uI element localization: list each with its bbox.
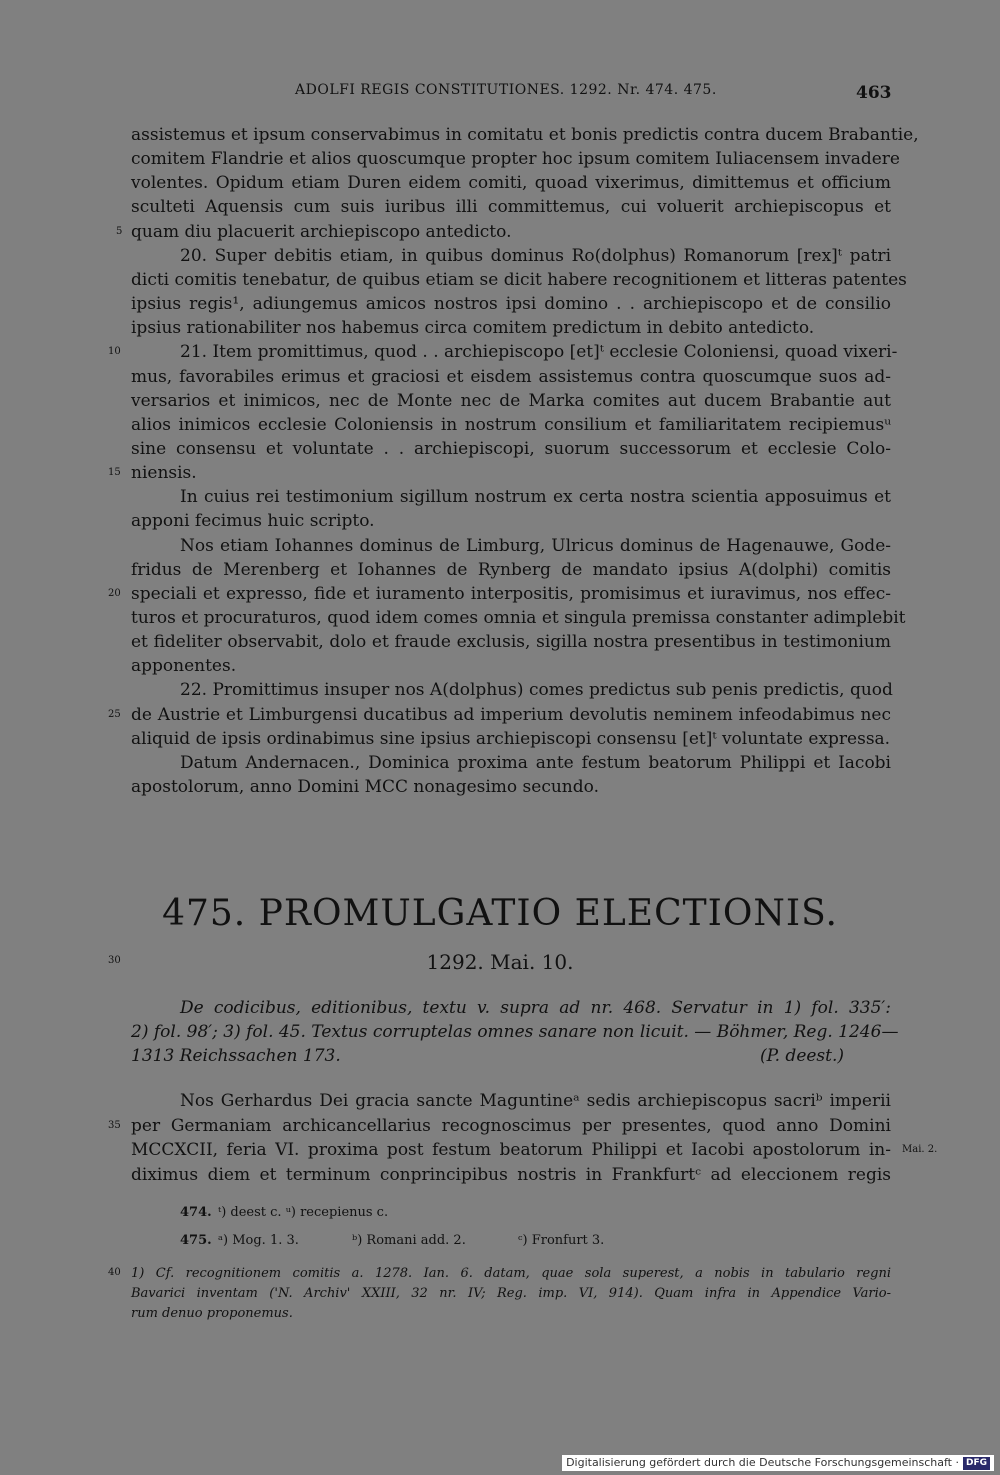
- note-475-b: ᵇ) Romani add. 2.: [352, 1233, 466, 1248]
- margin-note: Mai. 2.: [902, 1144, 938, 1155]
- running-header: ADOLFI REGIS CONSTITUTIONES. 1292. Nr. 474. 475.: [295, 82, 717, 98]
- text-line: turos et procuraturos, quod idem comes omnia et singula premissa constanter adimplebit: [131, 608, 906, 628]
- text-line: fridus de Merenberg et Iohannes de Rynberg de mandato ipsius A(dolphi) comitis: [131, 560, 891, 580]
- dfg-footer: [562, 1455, 994, 1471]
- section-title: 475. PROMULGATIO ELECTIONIS.: [162, 893, 838, 934]
- text-line: In cuius rei testimonium sigillum nostrum ex certa nostra scientia apposuimus et: [180, 487, 891, 507]
- text-line: speciali et expresso, fide et iuramento interpositis, promisimus et iuravimus, nos effec-: [131, 584, 891, 604]
- section-date: 1292. Mai. 10.: [426, 950, 574, 974]
- note-475-c: ᶜ) Fronfurt 3.: [518, 1233, 605, 1248]
- line-number: 40: [108, 1267, 121, 1278]
- text-line: niensis.: [131, 463, 197, 483]
- text-line: apostolorum, anno Domini MCC nonagesimo secundo.: [131, 777, 599, 797]
- note-475-a: ᵃ) Mog. 1. 3.: [218, 1233, 299, 1248]
- text-line: dicti comitis tenebatur, de quibus etiam se dicit habere recognitionem et litteras patentes: [131, 270, 907, 290]
- text-line: assistemus et ipsum conservabimus in comitatu et bonis predictis contra ducem Brabantie,: [131, 125, 919, 145]
- apparatus-line: 2) fol. 98′; 3) fol. 45. Textus corruptelas omnes sanare non licuit. — Böhmer, Reg. 1246—: [131, 1022, 899, 1042]
- text-line: per Germaniam archicancellarius recognoscimus per presentes, quod anno Domini: [131, 1116, 891, 1136]
- text-line: ipsius regis¹, adiungemus amicos nostros ipsi domino . . archiepiscopo et de consilio: [131, 294, 891, 314]
- text-line: comitem Flandrie et alios quoscumque propter hoc ipsum comitem Iuliacensem invadere: [131, 149, 900, 169]
- footnote-line: Bavarici inventam ('N. Archiv' XXIII, 32 nr. IV; Reg. imp. VI, 914). Quam infra in Appendice Vario-: [131, 1286, 891, 1301]
- text-line: Nos Gerhardus Dei gracia sancte Maguntineᵃ sedis archiepiscopus sacriᵇ imperii: [180, 1091, 891, 1111]
- text-line: versarios et inimicos, nec de Monte nec de Marka comites aut ducem Brabantie aut: [131, 391, 891, 411]
- line-number: 35: [108, 1120, 121, 1131]
- dfg-logo: DFG: [963, 1457, 990, 1470]
- line-number: 5: [116, 226, 123, 237]
- text-line: 20. Super debitis etiam, in quibus dominus Ro(dolphus) Romanorum [rex]ᵗ patri: [180, 246, 891, 266]
- text-line: et fideliter observabit, dolo et fraude exclusis, sigilla nostra presentibus in testimonium: [131, 632, 891, 652]
- note-474: ᵗ) deest c. ᵘ) recepienus c.: [218, 1205, 389, 1220]
- text-line: alios inimicos ecclesie Coloniensis in nostrum consilium et familiaritatem recipiemusᵘ: [131, 415, 891, 435]
- footnote-line: 1) Cf. recognitionem comitis a. 1278. Ian. 6. datam, quae sola superest, a nobis in tabulario regni: [131, 1266, 891, 1281]
- apparatus-sigil: (P. deest.): [760, 1046, 845, 1066]
- text-line: Nos etiam Iohannes dominus de Limburg, Ulricus dominus de Hagenauwe, Gode-: [180, 536, 891, 556]
- line-number: 10: [108, 346, 121, 357]
- apparatus-line: De codicibus, editionibus, textu v. supra ad nr. 468. Servatur in 1) fol. 335′:: [180, 998, 891, 1018]
- text-line: volentes. Opidum etiam Duren eidem comiti, quoad vixerimus, dimittemus et officium: [131, 173, 891, 193]
- apparatus-line: 1313 Reichssachen 173.: [131, 1046, 341, 1066]
- line-number: 25: [108, 709, 121, 720]
- text-line: sculteti Aquensis cum suis iuribus illi committemus, cui voluerit archiepiscopus et: [131, 197, 891, 217]
- text-line: apponi fecimus huic scripto.: [131, 511, 375, 531]
- text-line: quam diu placuerit archiepiscopo antedicto.: [131, 222, 512, 242]
- note-label-475: 475.: [180, 1233, 212, 1248]
- line-number: 30: [108, 955, 121, 966]
- text-line: MCCXCII, feria VI. proxima post festum beatorum Philippi et Iacobi apostolorum in-: [131, 1140, 891, 1160]
- line-number: 20: [108, 588, 121, 599]
- footnote-line: rum denuo proponemus.: [131, 1306, 293, 1321]
- line-number: 15: [108, 467, 121, 478]
- text-line: ipsius rationabiliter nos habemus circa comitem predictum in debito antedicto.: [131, 318, 815, 338]
- text-line: Datum Andernacen., Dominica proxima ante festum beatorum Philippi et Iacobi: [180, 753, 891, 773]
- page-number: 463: [856, 83, 892, 103]
- text-line: sine consensu et voluntate . . archiepiscopi, suorum successorum et ecclesie Colo-: [131, 439, 891, 459]
- text-line: apponentes.: [131, 656, 237, 676]
- text-line: 22. Promittimus insuper nos A(dolphus) comes predictus sub penis predictis, quod: [180, 680, 893, 700]
- footer-text: Digitalisierung gefördert durch die Deutsche Forschungsgemeinschaft ·: [566, 1456, 959, 1469]
- text-line: mus, favorabiles erimus et graciosi et eisdem assistemus contra quoscumque suos ad-: [131, 367, 891, 387]
- text-line: 21. Item promittimus, quod . . archiepiscopo [et]ᵗ ecclesie Coloniensi, quoad vixeri-: [180, 342, 898, 362]
- text-line: diximus diem et terminum conprincipibus nostris in Frankfurtᶜ ad eleccionem regis: [131, 1165, 891, 1185]
- text-line: aliquid de ipsis ordinabimus sine ipsius archiepiscopi consensu [et]ᵗ voluntate expressa.: [131, 729, 891, 749]
- text-line: de Austrie et Limburgensi ducatibus ad imperium devolutis neminem infeodabimus nec: [131, 705, 891, 725]
- note-label-474: 474.: [180, 1205, 212, 1220]
